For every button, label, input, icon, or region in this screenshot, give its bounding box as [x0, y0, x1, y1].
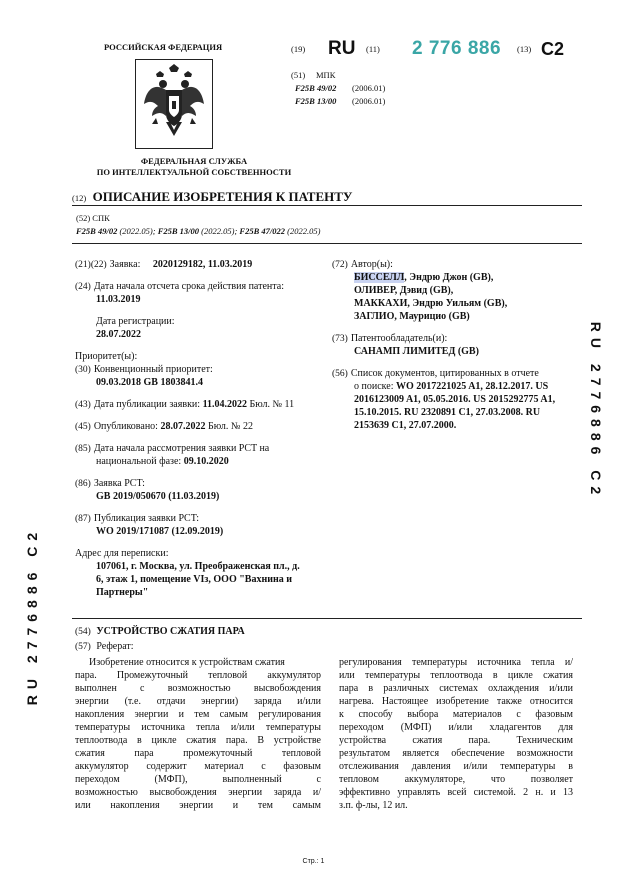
application-row: (21)(22) Заявка: 2020129182, 11.03.2019: [75, 259, 253, 270]
docs-row-2: о поиске: WO 2017221025 A1, 28.12.2017. US: [354, 381, 549, 392]
code-12: (12): [72, 193, 87, 203]
code-11: (11): [366, 44, 380, 54]
code-13: (13): [517, 44, 532, 54]
conv-value: 09.03.2018 GB 1803841.4: [96, 377, 203, 388]
docs-line: 2016123009 A1, 05.05.2016. US 2015292775 A1,: [354, 394, 556, 405]
pct-start-row-2: национальной фазе: 09.10.2020: [96, 456, 229, 467]
abstract-line: или накопления энергии и тем самым: [75, 800, 321, 811]
pub-row: (43) Дата публикации заявки: 11.04.2022 Бюл. № 11: [75, 399, 295, 410]
reg-label: Дата регистрации:: [96, 316, 175, 327]
author: МАККАХИ, Эндрю Уильям (GB),: [354, 298, 508, 309]
abstract-line: выполнен с возможностью высвобождения: [75, 683, 321, 694]
addr-line: 107061, г. Москва, ул. Преображенская пл., д.: [96, 561, 300, 572]
conv-row: (30) Конвенционный приоритет:: [75, 364, 213, 375]
abstract-line: энергии (т.е. отдачи энергии) заряда и/или: [75, 696, 321, 707]
spk-row: [76, 213, 110, 223]
abstract-line: пара в различных системах охлаждения и/или: [339, 683, 573, 694]
mpk-version: (2006.01): [352, 83, 386, 93]
spk-class: F25B 47/022: [239, 226, 285, 236]
abstract-line: накопления энергии и тем самым регулирования: [75, 709, 321, 720]
invention-title: УСТРОЙСТВО СЖАТИЯ ПАРА: [96, 626, 245, 637]
abstract-line: результатом является обеспечение возможности: [339, 748, 573, 759]
service-line-2: ПО ИНТЕЛЛЕКТУАЛЬНОЙ СОБСТВЕННОСТИ: [96, 167, 292, 177]
abstract-line: или температуры теплоотвода в цикле сжатия: [339, 670, 573, 681]
abstract-line: возможностью высвобождения энергии заряда и/: [75, 787, 321, 798]
addr-line: 6, этаж 1, помещение VIз, ООО "Вахнина и: [96, 574, 293, 585]
code-51: (51): [291, 70, 306, 80]
pct-pub-row: (87) Публикация заявки PCT:: [75, 513, 200, 524]
abstract-line: з.п. ф-лы, 12 ил.: [339, 800, 408, 811]
abstract-line: аккумулятор содержит материал с фазовым: [75, 761, 321, 772]
mpk-version: (2006.01): [352, 96, 386, 106]
docs-line: 15.10.2015. RU 2320891 C1, 27.03.2008. RU: [354, 407, 541, 418]
highlighted-author: БИССЕЛЛ: [354, 272, 405, 283]
docs-row: (56) Список документов, цитированных в отчете: [332, 368, 539, 379]
abstract-line: температуры источника тепла и/или температуры: [75, 722, 321, 733]
pct-start-row: (85) Дата начала рассмотрения заявки PCT на: [75, 443, 270, 454]
spk-class: F25B 13/00: [157, 226, 200, 236]
owner-value: САНАМП ЛИМИТЕД (GB): [354, 346, 479, 357]
abstract-line: нагрева. Настоящее изобретение также относится: [339, 696, 573, 707]
abstract-line: Изобретение относится к устройствам сжатия: [89, 657, 285, 668]
document-title: ОПИСАНИЕ ИЗОБРЕТЕНИЯ К ПАТЕНТУ: [92, 189, 353, 204]
abstract-line: сжатия пара промежуточный тепловой: [75, 748, 321, 759]
invention-title-row: (54) УСТРОЙСТВО СЖАТИЯ ПАРА: [75, 626, 245, 637]
addr-line: Партнеры": [96, 587, 149, 598]
title-row: [72, 189, 352, 205]
mpk-label: МПК: [316, 70, 336, 80]
kind-code: C2: [541, 39, 565, 59]
pct-pub-value: WO 2019/171087 (12.09.2019): [96, 526, 224, 537]
pct-app-value: GB 2019/050670 (11.03.2019): [96, 491, 220, 502]
country-name: РОССИЙСКАЯ ФЕДЕРАЦИЯ: [104, 42, 223, 52]
spk-class: F25B 49/02: [76, 226, 118, 236]
author: БИССЕЛЛ, Эндрю Джон (GB),: [354, 272, 494, 283]
abstract-line: пара. Промежуточный тепловой аккумулятор: [75, 670, 321, 681]
term-value: 11.03.2019: [96, 294, 141, 305]
coat-of-arms-icon: [136, 60, 212, 148]
reg-value: 28.07.2022: [96, 329, 141, 340]
addr-label: Адрес для переписки:: [75, 548, 169, 559]
spk-classes: [76, 226, 320, 236]
abstract-line: переходом (МФП), выполненный с: [75, 774, 321, 785]
service-line-1: ФЕДЕРАЛЬНАЯ СЛУЖБА: [140, 156, 248, 166]
spk-version: (2022.05): [284, 226, 321, 236]
section-rule: [72, 618, 582, 619]
emblem: [135, 59, 213, 149]
abstract-line: эффективно управлять всей системой. 2 н. и 13: [339, 787, 573, 798]
spk-version: (2022.05);: [117, 226, 158, 236]
priority-label: Приоритет(ы):: [75, 351, 138, 362]
abstract-line: тепловом аккумуляторе, что позволяет: [339, 774, 573, 785]
right-column: [332, 258, 582, 432]
abstract-right: [339, 656, 573, 812]
term-row: (24) Дата начала отсчета срока действия патента:: [75, 281, 284, 292]
owner-row: (73) Патентообладатель(и):: [332, 333, 448, 344]
abstract-line: теплоотвода в цикле сжатия пара. В устройстве: [75, 735, 321, 746]
spk-rule: [72, 243, 582, 244]
abstract-line: устройства сжатия пара. Техническим: [339, 735, 573, 746]
abstract-left: [75, 656, 321, 812]
title-rule: [72, 205, 582, 206]
abstract-line: отслеживания давления и/или температуры в: [339, 761, 573, 772]
left-column: [75, 258, 325, 599]
author: ОЛИВЕР, Дэвид (GB),: [354, 285, 454, 296]
page-footer: Стр.: 1: [302, 858, 325, 865]
patent-number: 2 776 886: [412, 38, 502, 59]
abstract-line: к способу выбора материалов с фазовым: [339, 709, 573, 720]
country-code: RU: [328, 38, 356, 59]
author: ЗАГЛИО, Маурицио (GB): [354, 311, 470, 322]
authors-row: (72) Автор(ы):: [332, 259, 393, 270]
published-row: (45) Опубликовано: 28.07.2022 Бюл. № 22: [75, 421, 253, 432]
mpk-class: F25B 49/02: [295, 83, 337, 93]
code-52: (52): [76, 213, 91, 223]
pct-app-row: (86) Заявка PCT:: [75, 478, 145, 489]
abstract-label-row: (57) Реферат:: [75, 641, 134, 652]
abstract-line: переходом (МФП) и/или хладагентов для: [339, 722, 573, 733]
abstract-line: регулирования температуры источника тепла и/: [339, 657, 573, 668]
spk-label: СПК: [92, 213, 110, 223]
code-19: (19): [291, 44, 306, 54]
docs-line: 2153639 C1, 27.07.2000.: [354, 420, 457, 431]
side-label-right: RU 2776886 C2: [588, 321, 604, 501]
side-label-left: RU 2776886 C2: [24, 526, 40, 706]
spk-version: (2022.05);: [199, 226, 240, 236]
mpk-class: F25B 13/00: [295, 96, 337, 106]
